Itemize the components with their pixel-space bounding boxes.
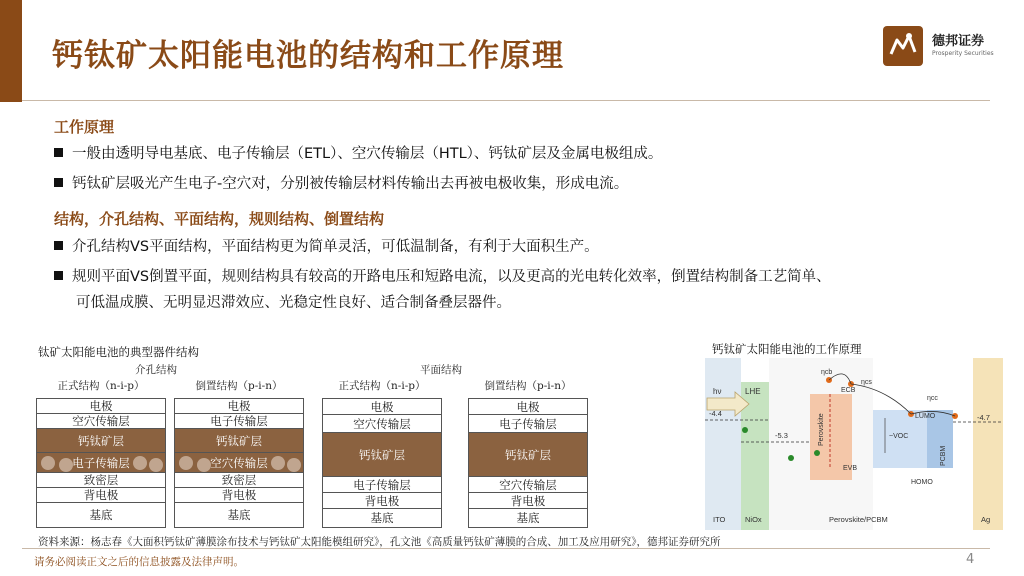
layer-electrode: 电极 — [37, 399, 165, 414]
footer-divider — [22, 548, 990, 549]
bullet-text-continuation: 可低温成膜、无明显迟滞效应、光稳定性良好、适合制备叠层器件。 — [76, 295, 511, 311]
layer-perovskite: 钙钛矿层 — [469, 433, 587, 477]
label-niox: NiOx — [745, 515, 762, 524]
bullet-item — [54, 234, 984, 260]
bullet-item — [54, 171, 984, 197]
left-figure-caption: 钛矿太阳能电池的典型器件结构 — [38, 345, 199, 359]
section-heading-structure: 结构，介孔结构、平面结构，规则结构、倒置结构 — [54, 210, 385, 228]
label-eta-cs: ηcs — [861, 379, 872, 386]
bullet-text: 一般由透明导电基底、电子传输层（ETL）、空穴传输层（HTL）、钙钛矿层及金属电极组成。 — [72, 146, 663, 162]
group-label-planar: 平面结构 — [420, 364, 462, 376]
label-eta-cc: ηcc — [927, 395, 938, 402]
layer-compact: 致密层 — [175, 473, 303, 488]
label-level-2: -5.3 — [775, 431, 788, 440]
label-ag: Ag — [981, 515, 991, 524]
layer-etl: 电子传输层 — [323, 477, 441, 493]
bullet-square-icon — [54, 148, 63, 157]
bullet-item — [54, 264, 984, 316]
label-lumo: LUMO — [915, 413, 936, 420]
title-divider — [22, 100, 990, 101]
layer-etl-label: 电子传输层 — [72, 455, 130, 470]
layer-substrate: 基底 — [89, 508, 113, 522]
layer-htl: 空穴传输层 — [37, 414, 165, 429]
layer-htl-mesoporous — [175, 453, 303, 473]
bullet-text: 钙钛矿层吸光产生电子-空穴对，分别被传输层材料传输出去再被电极收集，形成电流。 — [72, 176, 629, 192]
label-ito: ITO — [713, 515, 726, 524]
device-stack-mesoporous-nip — [36, 398, 166, 528]
layer-back-electrode: 背电极 — [323, 493, 441, 509]
hole-dot — [742, 427, 748, 433]
device-label: 倒置结构（p-i-n） — [484, 380, 572, 392]
logo-subtitle: Prosperity Securities — [932, 50, 994, 57]
layer-electrode: 电极 — [175, 399, 303, 414]
right-figure-caption: 钙钛矿太阳能电池的工作原理 — [712, 342, 862, 356]
label-lhe: LHE — [745, 387, 761, 396]
layer-back-electrode: 背电极 — [469, 493, 587, 509]
bullet-item — [54, 141, 984, 167]
logo-name: 德邦证券 — [932, 34, 985, 49]
bullet-square-icon — [54, 241, 63, 250]
device-stack-mesoporous-pin — [174, 398, 304, 528]
layer-htl: 空穴传输层 — [323, 415, 441, 433]
device-label: 倒置结构（p-i-n） — [195, 380, 283, 392]
bullet-text: 介孔结构VS平面结构，平面结构更为简单灵活，可低温制备，有利于大面积生产。 — [72, 239, 599, 255]
device-stack-planar-nip — [322, 398, 442, 528]
company-logo — [883, 26, 1003, 70]
title-accent-bar — [0, 0, 22, 102]
device-label: 正式结构（n-i-p） — [338, 380, 426, 392]
layer-etl: 电子传输层 — [175, 414, 303, 429]
label-evb: EVB — [843, 465, 858, 472]
page-title: 钙钛矿太阳能电池的结构和工作原理 — [52, 38, 564, 74]
label-perovskite: Perovskite — [818, 413, 825, 446]
layer-perovskite: 钙钛矿层 — [37, 429, 165, 453]
group-label-mesoporous: 介孔结构 — [135, 364, 177, 376]
logo-mark-icon — [883, 26, 923, 66]
label-level-1: -4.4 — [709, 409, 722, 418]
layer-etl: 电子传输层 — [469, 415, 587, 433]
layer-electrode: 电极 — [469, 399, 587, 415]
ag-region — [973, 358, 1003, 530]
layer-perovskite: 钙钛矿层 — [323, 433, 441, 477]
layer-back-electrode: 背电极 — [37, 488, 165, 503]
device-stack-planar-pin — [468, 398, 588, 528]
layer-htl-label: 空穴传输层 — [210, 455, 268, 470]
label-ecb: ECB — [841, 387, 856, 394]
label-pcbm: PCBM — [940, 445, 947, 466]
section-heading-principle: 工作原理 — [54, 118, 115, 136]
source-note: 资料来源：杨志春《大面积钙钛矿薄膜涂布技术与钙钛矿太阳能模组研究》，孔文池《高质量钙钛矿薄膜的合成、加工及应用研究》，德邦证券研究所 — [38, 536, 721, 548]
layer-back-electrode: 背电极 — [175, 488, 303, 503]
hole-dot — [814, 450, 820, 456]
bullet-text: 规则平面VS倒置平面，规则结构具有较高的开路电压和短路电流，以及更高的光电转化效率，倒置结构制备工艺简单、 — [72, 269, 831, 285]
label-voc: ~VOC — [889, 433, 909, 440]
ito-region — [705, 358, 741, 530]
bullet-square-icon — [54, 178, 63, 187]
label-eta-cb: ηcb — [821, 369, 833, 376]
label-hv: hν — [713, 387, 722, 396]
device-label: 正式结构（n-i-p） — [57, 380, 145, 392]
working-principle-diagram — [705, 358, 1003, 530]
layer-substrate: 基底 — [227, 508, 251, 522]
label-level-3: -4.7 — [977, 413, 990, 422]
layer-compact: 致密层 — [37, 473, 165, 488]
layer-substrate: 基底 — [370, 511, 394, 525]
bullet-square-icon — [54, 271, 63, 280]
label-perovskite-pcbm: Perovskite/PCBM — [829, 515, 888, 524]
label-homo: HOMO — [911, 479, 933, 486]
layer-htl: 空穴传输层 — [469, 477, 587, 493]
layer-substrate: 基底 — [516, 511, 540, 525]
layer-perovskite: 钙钛矿层 — [175, 429, 303, 453]
layer-electrode: 电极 — [323, 399, 441, 415]
disclaimer: 请务必阅读正文之后的信息披露及法律声明。 — [34, 556, 244, 568]
layer-etl-mesoporous — [37, 453, 165, 473]
page-number: 4 — [966, 552, 975, 567]
hole-dot — [788, 455, 794, 461]
